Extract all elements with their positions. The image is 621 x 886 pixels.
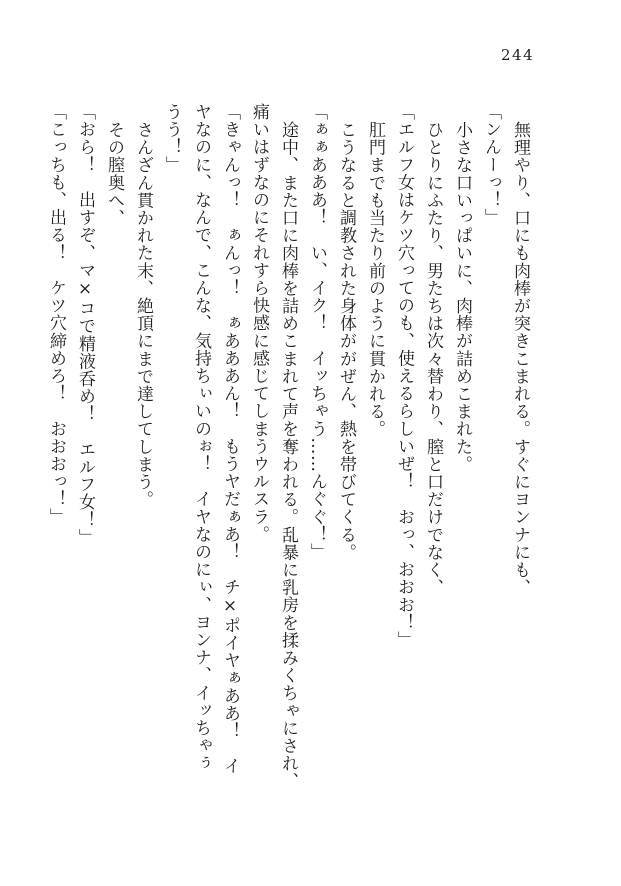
text-line: 「エルフ女はケツ穴ってのも、使えるらしいぜ！ おっ、おおお！」	[394, 103, 414, 649]
text-line: うう！」	[162, 103, 182, 174]
text-line: 痛いはずなのにそれすら快感に感じてしまうウルスラ。	[249, 103, 269, 543]
page-text	[41, 103, 534, 813]
text-line: 「きゃんっ！ ぁんっ！ ぁあああん！ もうヤだぁあ！ チ×ポイヤぁああ！ イ	[220, 103, 240, 775]
page-number: 244	[501, 46, 535, 64]
text-line: 「こっちも、出る！ ケツ穴締めろ！ おおおっ！」	[46, 103, 66, 526]
text-line: 「おら！ 出すぞ、マ×コで精液呑め！ エルフ女！」	[75, 103, 95, 546]
text-line: ヤなのに、なんで、こんな、気持ちぃいのぉ！ イヤなのにぃ、ヨンナ、イッちゃぅ	[191, 103, 211, 772]
text-line: 「ぁぁあああ！ い、イク！ イッちゃう……んぐぐ！」	[307, 103, 327, 561]
text-line: 途中、また口に肉棒を詰めこまれて声を奪われる。乱暴に乳房を揉みくちゃにされ、	[278, 121, 298, 790]
text-line: 肛門までも当たり前のように貫かれる。	[365, 121, 385, 438]
text-line: その膣奥へ、	[104, 121, 124, 227]
text-line: ひとりにふたり、男たちは次々替わり、膣と口だけでなく、	[423, 121, 443, 597]
text-line: 小さな口いっぱいに、肉棒が詰めこまれた。	[452, 121, 472, 473]
text-line: 無理やり、口にも肉棒が突きこまれる。すぐにヨンナにも、	[510, 121, 530, 597]
text-line: さんざん貫かれた末、絶頂にまで達してしまう。	[133, 121, 153, 509]
text-line: 「ンんーっ！」	[481, 103, 501, 227]
text-line: こうなると調教された身体ががぜん、熱を帯びてくる。	[336, 121, 356, 561]
